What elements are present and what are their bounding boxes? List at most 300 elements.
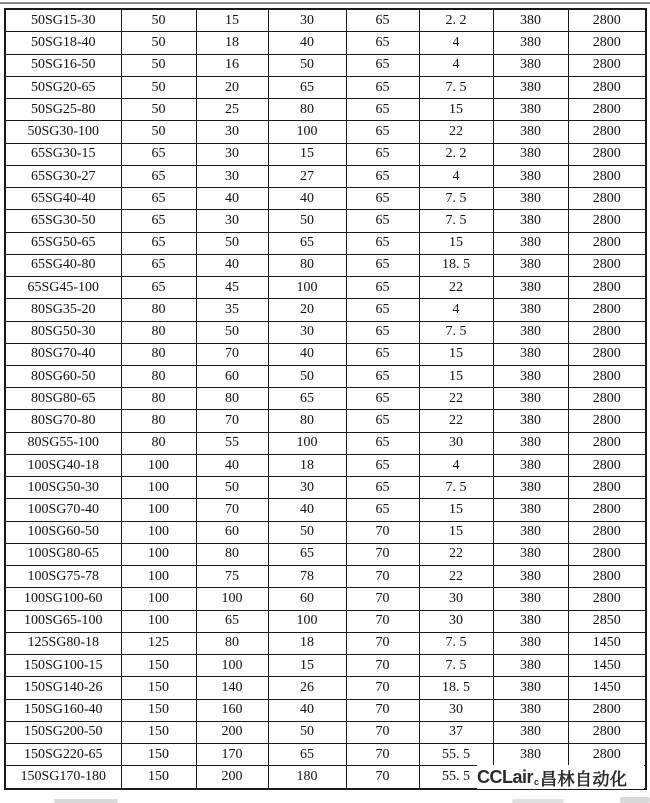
value-cell: 65 [346,76,419,98]
value-cell: 65 [121,143,196,165]
value-cell: 150 [121,721,196,743]
value-cell: 100 [196,655,268,677]
value-cell: 26 [268,677,346,699]
value-cell: 4 [419,299,493,321]
table-row [5,321,646,343]
model-cell: 50SG16-50 [5,54,121,76]
value-cell: 2800 [568,188,646,210]
value-cell: 100 [121,566,196,588]
table-row [5,543,646,565]
model-cell: 65SG40-80 [5,254,121,276]
value-cell: 2800 [568,299,646,321]
value-cell: 30 [196,121,268,143]
value-cell: 2800 [568,165,646,187]
table-row [5,588,646,610]
value-cell: 100 [268,277,346,299]
value-cell: 65 [346,99,419,121]
spec-table-body [5,9,646,789]
value-cell: 100 [196,588,268,610]
value-cell: 15 [419,99,493,121]
value-cell: 80 [121,388,196,410]
value-cell: 380 [493,499,568,521]
value-cell: 380 [493,232,568,254]
value-cell: 80 [121,432,196,454]
value-cell: 50 [121,32,196,54]
table-row [5,366,646,388]
value-cell: 50 [121,121,196,143]
value-cell: 380 [493,699,568,721]
value-cell: 15 [196,9,268,32]
value-cell: 150 [121,655,196,677]
value-cell: 380 [493,321,568,343]
value-cell: 30 [268,477,346,499]
value-cell: 22 [419,388,493,410]
value-cell: 7. 5 [419,321,493,343]
value-cell: 40 [196,188,268,210]
model-cell: 65SG30-27 [5,165,121,187]
value-cell: 7. 5 [419,210,493,232]
value-cell: 380 [493,410,568,432]
value-cell: 65 [268,743,346,765]
value-cell: 100 [121,521,196,543]
value-cell: 80 [121,410,196,432]
table-row [5,566,646,588]
value-cell: 15 [419,343,493,365]
value-cell: 65 [346,277,419,299]
value-cell: 170 [196,743,268,765]
value-cell: 70 [346,677,419,699]
value-cell: 65 [268,76,346,98]
table-row [5,165,646,187]
table-row [5,610,646,632]
table-row [5,499,646,521]
value-cell: 70 [346,521,419,543]
value-cell: 380 [493,277,568,299]
value-cell: 80 [121,343,196,365]
value-cell: 30 [268,321,346,343]
value-cell: 2800 [568,321,646,343]
value-cell: 70 [346,632,419,654]
value-cell: 50 [121,54,196,76]
model-cell: 80SG35-20 [5,299,121,321]
bottom-smudge-right [620,797,650,803]
table-row [5,721,646,743]
value-cell: 55 [196,432,268,454]
value-cell: 140 [196,677,268,699]
model-cell: 100SG80-65 [5,543,121,565]
watermark-latin-text: CCLair [477,766,534,787]
value-cell: 50 [121,99,196,121]
model-cell: 150SG200-50 [5,721,121,743]
model-cell: 100SG100-60 [5,588,121,610]
value-cell: 1450 [568,632,646,654]
value-cell: 18 [268,454,346,476]
value-cell: 30 [419,432,493,454]
model-cell: 80SG70-40 [5,343,121,365]
value-cell: 2800 [568,410,646,432]
value-cell: 65 [268,388,346,410]
value-cell: 80 [268,410,346,432]
value-cell: 65 [346,232,419,254]
value-cell: 2800 [568,121,646,143]
value-cell: 40 [268,343,346,365]
model-cell: 100SG60-50 [5,521,121,543]
value-cell: 100 [268,610,346,632]
value-cell: 380 [493,210,568,232]
value-cell: 60 [268,588,346,610]
model-cell: 65SG45-100 [5,277,121,299]
value-cell: 22 [419,277,493,299]
value-cell: 50 [196,477,268,499]
value-cell: 2800 [568,454,646,476]
value-cell: 100 [268,121,346,143]
table-row [5,32,646,54]
value-cell: 50 [268,721,346,743]
table-row [5,655,646,677]
value-cell: 380 [493,677,568,699]
value-cell: 60 [196,366,268,388]
value-cell: 80 [121,366,196,388]
value-cell: 50 [196,321,268,343]
value-cell: 100 [268,432,346,454]
value-cell: 380 [493,743,568,765]
value-cell: 70 [346,699,419,721]
value-cell: 20 [268,299,346,321]
value-cell: 65 [346,254,419,276]
value-cell: 18 [196,32,268,54]
value-cell: 65 [268,543,346,565]
value-cell: 65 [268,232,346,254]
model-cell: 150SG160-40 [5,699,121,721]
value-cell: 380 [493,655,568,677]
value-cell: 7. 5 [419,655,493,677]
value-cell: 15 [419,521,493,543]
value-cell: 70 [346,721,419,743]
value-cell: 65 [196,610,268,632]
value-cell: 65 [346,366,419,388]
value-cell: 150 [121,766,196,789]
value-cell: 380 [493,54,568,76]
value-cell: 30 [419,610,493,632]
value-cell: 380 [493,454,568,476]
value-cell: 7. 5 [419,188,493,210]
value-cell: 160 [196,699,268,721]
value-cell: 200 [196,721,268,743]
value-cell: 30 [419,588,493,610]
value-cell: 2. 2 [419,143,493,165]
table-row [5,743,646,765]
model-cell: 150SG220-65 [5,743,121,765]
value-cell: 2800 [568,588,646,610]
value-cell: 65 [121,277,196,299]
value-cell: 65 [346,499,419,521]
model-cell: 150SG100-15 [5,655,121,677]
value-cell: 2800 [568,254,646,276]
value-cell: 380 [493,610,568,632]
value-cell: 380 [493,76,568,98]
value-cell: 25 [196,99,268,121]
value-cell: 65 [346,210,419,232]
value-cell: 380 [493,343,568,365]
value-cell: 80 [268,99,346,121]
model-cell: 50SG15-30 [5,9,121,32]
value-cell: 22 [419,121,493,143]
value-cell: 2800 [568,699,646,721]
value-cell: 65 [346,188,419,210]
value-cell: 2800 [568,76,646,98]
value-cell: 70 [346,610,419,632]
table-row [5,454,646,476]
value-cell: 4 [419,32,493,54]
watermark [477,765,644,789]
value-cell: 2800 [568,210,646,232]
value-cell: 35 [196,299,268,321]
value-cell: 380 [493,477,568,499]
value-cell: 2800 [568,9,646,32]
value-cell: 80 [121,321,196,343]
model-cell: 80SG55-100 [5,432,121,454]
value-cell: 125 [121,632,196,654]
value-cell: 15 [268,143,346,165]
table-row [5,699,646,721]
value-cell: 65 [346,477,419,499]
model-cell: 100SG65-100 [5,610,121,632]
value-cell: 18. 5 [419,254,493,276]
table-row [5,121,646,143]
value-cell: 2800 [568,743,646,765]
model-cell: 100SG75-78 [5,566,121,588]
watermark-cjk-text: 昌林自动化 [540,769,628,789]
value-cell: 70 [196,410,268,432]
value-cell: 2800 [568,366,646,388]
value-cell: 50 [121,76,196,98]
value-cell: 2800 [568,566,646,588]
value-cell: 150 [121,743,196,765]
value-cell: 100 [121,499,196,521]
value-cell: 380 [493,188,568,210]
model-cell: 65SG40-40 [5,188,121,210]
model-cell: 100SG70-40 [5,499,121,521]
value-cell: 30 [419,699,493,721]
value-cell: 18. 5 [419,677,493,699]
value-cell: 2800 [568,277,646,299]
value-cell: 100 [121,588,196,610]
value-cell: 7. 5 [419,76,493,98]
model-cell: 65SG50-65 [5,232,121,254]
value-cell: 80 [196,543,268,565]
model-cell: 100SG40-18 [5,454,121,476]
value-cell: 380 [493,388,568,410]
table-row [5,188,646,210]
value-cell: 380 [493,632,568,654]
value-cell: 40 [268,188,346,210]
pump-spec-table [4,8,647,790]
value-cell: 7. 5 [419,477,493,499]
value-cell: 70 [346,655,419,677]
value-cell: 2800 [568,143,646,165]
value-cell: 20 [196,76,268,98]
value-cell: 15 [419,366,493,388]
value-cell: 40 [268,32,346,54]
value-cell: 30 [196,143,268,165]
value-cell: 75 [196,566,268,588]
table-row [5,277,646,299]
value-cell: 15 [268,655,346,677]
value-cell: 1450 [568,677,646,699]
value-cell: 2800 [568,388,646,410]
value-cell: 50 [268,366,346,388]
value-cell: 380 [493,366,568,388]
value-cell: 22 [419,543,493,565]
value-cell: 2800 [568,99,646,121]
model-cell: 50SG25-80 [5,99,121,121]
value-cell: 80 [121,299,196,321]
table-row [5,210,646,232]
value-cell: 50 [121,9,196,32]
value-cell: 55. 5 [419,766,493,789]
value-cell: 100 [121,610,196,632]
value-cell: 70 [346,543,419,565]
bottom-smudge-mid [512,799,564,803]
model-cell: 50SG18-40 [5,32,121,54]
value-cell: 2800 [568,521,646,543]
value-cell: 65 [346,454,419,476]
value-cell: 40 [268,699,346,721]
value-cell: 380 [493,521,568,543]
value-cell: 380 [493,566,568,588]
value-cell: 80 [196,388,268,410]
value-cell: 65 [346,121,419,143]
value-cell: 65 [121,188,196,210]
model-cell: 80SG50-30 [5,321,121,343]
model-cell: 80SG60-50 [5,366,121,388]
value-cell: 30 [268,9,346,32]
value-cell: 65 [346,321,419,343]
value-cell: 70 [196,499,268,521]
value-cell: 180 [268,766,346,789]
value-cell: 2800 [568,32,646,54]
table-row [5,143,646,165]
value-cell: 65 [121,165,196,187]
value-cell: 40 [268,499,346,521]
value-cell: 50 [268,521,346,543]
value-cell: 2800 [568,721,646,743]
value-cell: 70 [346,566,419,588]
model-cell: 65SG30-50 [5,210,121,232]
table-row [5,632,646,654]
value-cell: 45 [196,277,268,299]
value-cell: 65 [346,410,419,432]
table-row [5,677,646,699]
model-cell: 65SG30-15 [5,143,121,165]
value-cell: 65 [346,54,419,76]
value-cell: 50 [268,210,346,232]
value-cell: 380 [493,432,568,454]
value-cell: 65 [346,32,419,54]
value-cell: 40 [196,454,268,476]
value-cell: 380 [493,543,568,565]
value-cell: 65 [346,9,419,32]
value-cell: 15 [419,499,493,521]
value-cell: 65 [121,254,196,276]
value-cell: 22 [419,566,493,588]
value-cell: 2800 [568,499,646,521]
value-cell: 4 [419,165,493,187]
value-cell: 380 [493,299,568,321]
value-cell: 70 [346,766,419,789]
value-cell: 380 [493,721,568,743]
value-cell: 150 [121,677,196,699]
value-cell: 380 [493,121,568,143]
value-cell: 380 [493,254,568,276]
value-cell: 78 [268,566,346,588]
value-cell: 65 [346,165,419,187]
value-cell: 50 [196,232,268,254]
model-cell: 150SG140-26 [5,677,121,699]
value-cell: 4 [419,454,493,476]
table-row [5,254,646,276]
value-cell: 380 [493,588,568,610]
value-cell: 80 [268,254,346,276]
value-cell: 65 [121,232,196,254]
table-row [5,232,646,254]
value-cell: 50 [268,54,346,76]
value-cell: 380 [493,9,568,32]
table-row [5,521,646,543]
value-cell: 65 [346,143,419,165]
value-cell: 27 [268,165,346,187]
value-cell: 55. 5 [419,743,493,765]
model-cell: 80SG70-80 [5,410,121,432]
value-cell: 100 [121,454,196,476]
table-row [5,299,646,321]
value-cell: 150 [121,699,196,721]
bottom-smudge-left [54,799,118,803]
value-cell: 2800 [568,432,646,454]
value-cell: 380 [493,99,568,121]
value-cell: 65 [121,210,196,232]
value-cell: 4 [419,54,493,76]
value-cell: 1450 [568,655,646,677]
value-cell: 200 [196,766,268,789]
value-cell: 65 [346,299,419,321]
value-cell: 70 [346,588,419,610]
top-partial-row-border [0,2,650,4]
value-cell: 40 [196,254,268,276]
value-cell: 2800 [568,54,646,76]
table-row [5,432,646,454]
value-cell: 380 [493,143,568,165]
value-cell: 65 [346,343,419,365]
model-cell: 150SG170-180 [5,766,121,789]
value-cell: 2. 2 [419,9,493,32]
table-row [5,343,646,365]
value-cell: 22 [419,410,493,432]
value-cell: 100 [121,477,196,499]
value-cell: 70 [196,343,268,365]
value-cell: 2800 [568,477,646,499]
value-cell: 30 [196,210,268,232]
value-cell: 7. 5 [419,632,493,654]
model-cell: 100SG50-30 [5,477,121,499]
value-cell: 100 [121,543,196,565]
watermark-subscript-icon: c [534,777,540,787]
table-row [5,9,646,32]
value-cell: 80 [196,632,268,654]
value-cell: 380 [493,165,568,187]
table-row [5,54,646,76]
model-cell: 50SG20-65 [5,76,121,98]
